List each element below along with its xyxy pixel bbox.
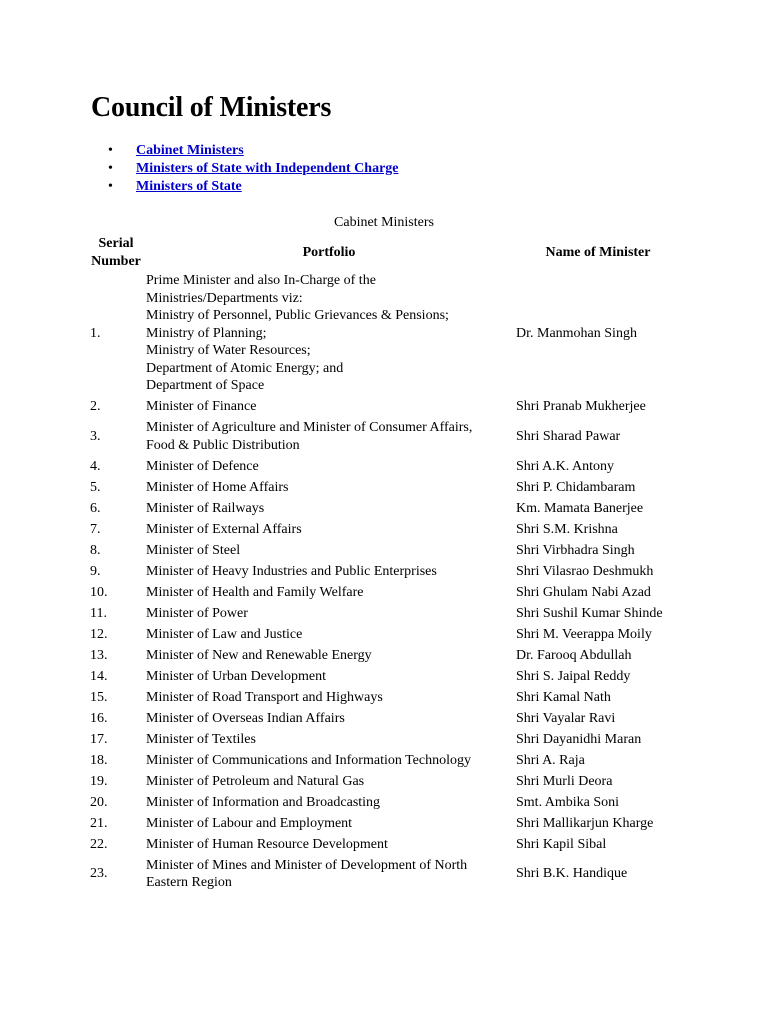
portfolio-cell — [144, 561, 514, 582]
serial-number-cell: 10. — [90, 584, 108, 600]
portfolio-cell — [144, 417, 514, 456]
table-row — [88, 834, 682, 855]
portfolio-cell — [144, 687, 514, 708]
table-row — [88, 687, 682, 708]
portfolio-cell — [144, 729, 514, 750]
portfolio-cell — [144, 624, 514, 645]
serial-number-cell: 2. — [90, 399, 101, 414]
minister-name-cell: Km. Mamata Banerjee — [516, 500, 644, 516]
portfolio-cell — [144, 645, 514, 666]
portfolio-line: Minister of Steel — [146, 542, 241, 558]
portfolio-cell — [144, 771, 514, 792]
minister-name-cell: Shri A.K. Antony — [516, 458, 615, 474]
table-row — [88, 603, 682, 624]
minister-name-cell: Shri P. Chidambaram — [516, 479, 636, 495]
column-header-name-label: Name of Minister — [545, 244, 651, 260]
portfolio-cell — [144, 603, 514, 624]
link-cabinet-ministers[interactable]: Cabinet Ministers — [136, 143, 244, 158]
portfolio-line: Ministries/Departments viz: — [146, 290, 303, 306]
serial-number-cell: 18. — [90, 752, 108, 768]
table-row — [88, 855, 682, 894]
minister-name-cell: Shri Dayanidhi Maran — [516, 731, 642, 747]
table-row — [88, 645, 682, 666]
minister-name-cell: Shri A. Raja — [516, 752, 585, 768]
table-row — [88, 792, 682, 813]
portfolio-cell — [144, 270, 514, 396]
bullet-icon: • — [108, 161, 113, 176]
portfolio-line: Minister of External Affairs — [146, 521, 302, 537]
portfolio-line: Minister of Agriculture and Minister of Consumer Affairs, — [146, 420, 473, 435]
serial-number-cell: 15. — [90, 689, 108, 705]
portfolio-cell — [144, 855, 514, 894]
portfolio-line: Minister of Road Transport and Highways — [146, 689, 383, 705]
table-row — [88, 813, 682, 834]
table-row — [88, 729, 682, 750]
portfolio-cell — [144, 792, 514, 813]
table-body — [88, 270, 682, 893]
portfolio-line: Minister of Mines and Minister of Development of North — [146, 857, 468, 873]
table-row — [88, 582, 682, 603]
column-header-serial — [88, 235, 144, 270]
table-row — [88, 624, 682, 645]
table-row — [88, 456, 682, 477]
portfolio-line: Minister of Petroleum and Natural Gas — [146, 773, 365, 789]
minister-name-cell: Shri Sharad Pawar — [516, 428, 621, 444]
portfolio-cell — [144, 519, 514, 540]
portfolio-line: Minister of Information and Broadcasting — [146, 794, 381, 810]
serial-number-cell: 11. — [90, 605, 107, 621]
minister-name-cell: Shri B.K. Handique — [516, 866, 628, 882]
portfolio-line: Department of Space — [146, 378, 265, 393]
table-row — [88, 270, 682, 396]
serial-number-cell: 5. — [90, 479, 101, 495]
portfolio-cell — [144, 498, 514, 519]
table-row — [88, 540, 682, 561]
table-row — [88, 519, 682, 540]
column-header-portfolio-label: Portfolio — [302, 244, 356, 260]
minister-name-cell: Shri Pranab Mukherjee — [516, 399, 646, 414]
section-link-item — [108, 160, 399, 178]
serial-number-cell: 23. — [90, 866, 108, 882]
portfolio-line: Ministry of Personnel, Public Grievances & Pensions; — [146, 308, 449, 323]
serial-number-cell: 13. — [90, 647, 108, 663]
portfolio-line: Minister of Human Resource Development — [146, 836, 388, 852]
serial-number-cell: 14. — [90, 668, 108, 684]
bullet-icon: • — [108, 179, 113, 194]
minister-name-cell: Shri M. Veerappa Moily — [516, 626, 652, 642]
portfolio-cell — [144, 456, 514, 477]
column-header-name — [514, 235, 682, 270]
minister-name-cell: Shri Sushil Kumar Shinde — [516, 605, 663, 621]
minister-name-cell: Shri Vilasrao Deshmukh — [516, 563, 654, 579]
serial-number-cell: 22. — [90, 836, 108, 852]
portfolio-line: Minister of Heavy Industries and Public Enterprises — [146, 563, 437, 579]
link-ministers-of-state[interactable]: Ministers of State — [136, 179, 242, 194]
portfolio-line: Minister of Communications and Information Technology — [146, 752, 471, 768]
serial-number-cell: 9. — [90, 563, 101, 579]
portfolio-cell — [144, 477, 514, 498]
page-title: Council of Ministers — [91, 92, 332, 123]
portfolio-cell — [144, 750, 514, 771]
table-header-row — [88, 235, 682, 270]
minister-name-cell: Shri S. Jaipal Reddy — [516, 668, 631, 684]
minister-name-cell: Shri S.M. Krishna — [516, 521, 618, 537]
table-row — [88, 666, 682, 687]
section-link-item — [108, 142, 399, 160]
portfolio-cell — [144, 582, 514, 603]
table-row — [88, 771, 682, 792]
portfolio-cell — [144, 540, 514, 561]
minister-name-cell: Shri Ghulam Nabi Azad — [516, 584, 651, 600]
table-row — [88, 561, 682, 582]
serial-number-cell: 17. — [90, 731, 108, 747]
minister-name-cell: Smt. Ambika Soni — [516, 794, 620, 810]
serial-number-cell: 6. — [90, 500, 101, 516]
portfolio-line: Minister of New and Renewable Energy — [146, 647, 372, 663]
portfolio-line: Ministry of Planning; — [146, 325, 267, 341]
serial-number-cell: 1. — [90, 325, 101, 341]
portfolio-line: Minister of Textiles — [146, 731, 256, 747]
table-row — [88, 498, 682, 519]
portfolio-line: Ministry of Water Resources; — [146, 343, 311, 358]
minister-name-cell: Shri Kamal Nath — [516, 689, 611, 705]
table-row — [88, 396, 682, 417]
serial-number-cell: 20. — [90, 794, 108, 810]
section-links — [108, 142, 399, 196]
portfolio-line: Prime Minister and also In-Charge of the — [146, 273, 376, 288]
portfolio-line: Minister of Law and Justice — [146, 626, 303, 642]
column-header-portfolio — [144, 235, 514, 270]
minister-name-cell: Shri Kapil Sibal — [516, 836, 607, 852]
minister-name-cell: Shri Vayalar Ravi — [516, 710, 616, 726]
portfolio-cell — [144, 396, 514, 417]
serial-number-cell: 8. — [90, 542, 101, 558]
portfolio-line: Minister of Health and Family Welfare — [146, 584, 364, 600]
minister-name-cell: Dr. Manmohan Singh — [516, 325, 637, 341]
table-row — [88, 477, 682, 498]
portfolio-line: Minister of Finance — [146, 399, 257, 414]
portfolio-cell — [144, 666, 514, 687]
portfolio-line: Minister of Urban Development — [146, 668, 327, 684]
portfolio-line: Minister of Power — [146, 605, 248, 621]
portfolio-cell — [144, 834, 514, 855]
serial-number-cell: 19. — [90, 773, 108, 789]
portfolio-line: Food & Public Distribution — [146, 437, 300, 453]
ministers-table — [88, 235, 682, 893]
minister-name-cell: Shri Virbhadra Singh — [516, 542, 635, 558]
serial-number-cell: 16. — [90, 710, 108, 726]
minister-name-cell: Shri Murli Deora — [516, 773, 613, 789]
portfolio-line: Minister of Railways — [146, 500, 265, 516]
section-link-item — [108, 178, 399, 196]
portfolio-line: Department of Atomic Energy; and — [146, 360, 344, 376]
serial-number-cell: 21. — [90, 815, 108, 831]
table-row — [88, 708, 682, 729]
table-caption: Cabinet Ministers — [334, 215, 434, 230]
bullet-icon: • — [108, 143, 113, 158]
serial-number-cell: 12. — [90, 626, 108, 642]
minister-name-cell: Dr. Farooq Abdullah — [516, 647, 632, 663]
portfolio-cell — [144, 708, 514, 729]
portfolio-line: Minister of Labour and Employment — [146, 815, 353, 831]
serial-number-cell: 3. — [90, 428, 101, 444]
table-row — [88, 417, 682, 456]
portfolio-cell — [144, 813, 514, 834]
serial-number-cell: 4. — [90, 458, 101, 474]
portfolio-line: Minister of Home Affairs — [146, 479, 289, 495]
portfolio-line: Eastern Region — [146, 875, 232, 890]
table-row — [88, 750, 682, 771]
portfolio-line: Minister of Overseas Indian Affairs — [146, 710, 345, 726]
serial-number-cell: 7. — [90, 521, 101, 537]
portfolio-line: Minister of Defence — [146, 458, 259, 474]
link-ministers-of-state-independent[interactable]: Ministers of State with Independent Charge — [136, 161, 399, 176]
column-header-serial-label: Serial Number — [91, 236, 141, 269]
minister-name-cell: Shri Mallikarjun Kharge — [516, 815, 654, 831]
